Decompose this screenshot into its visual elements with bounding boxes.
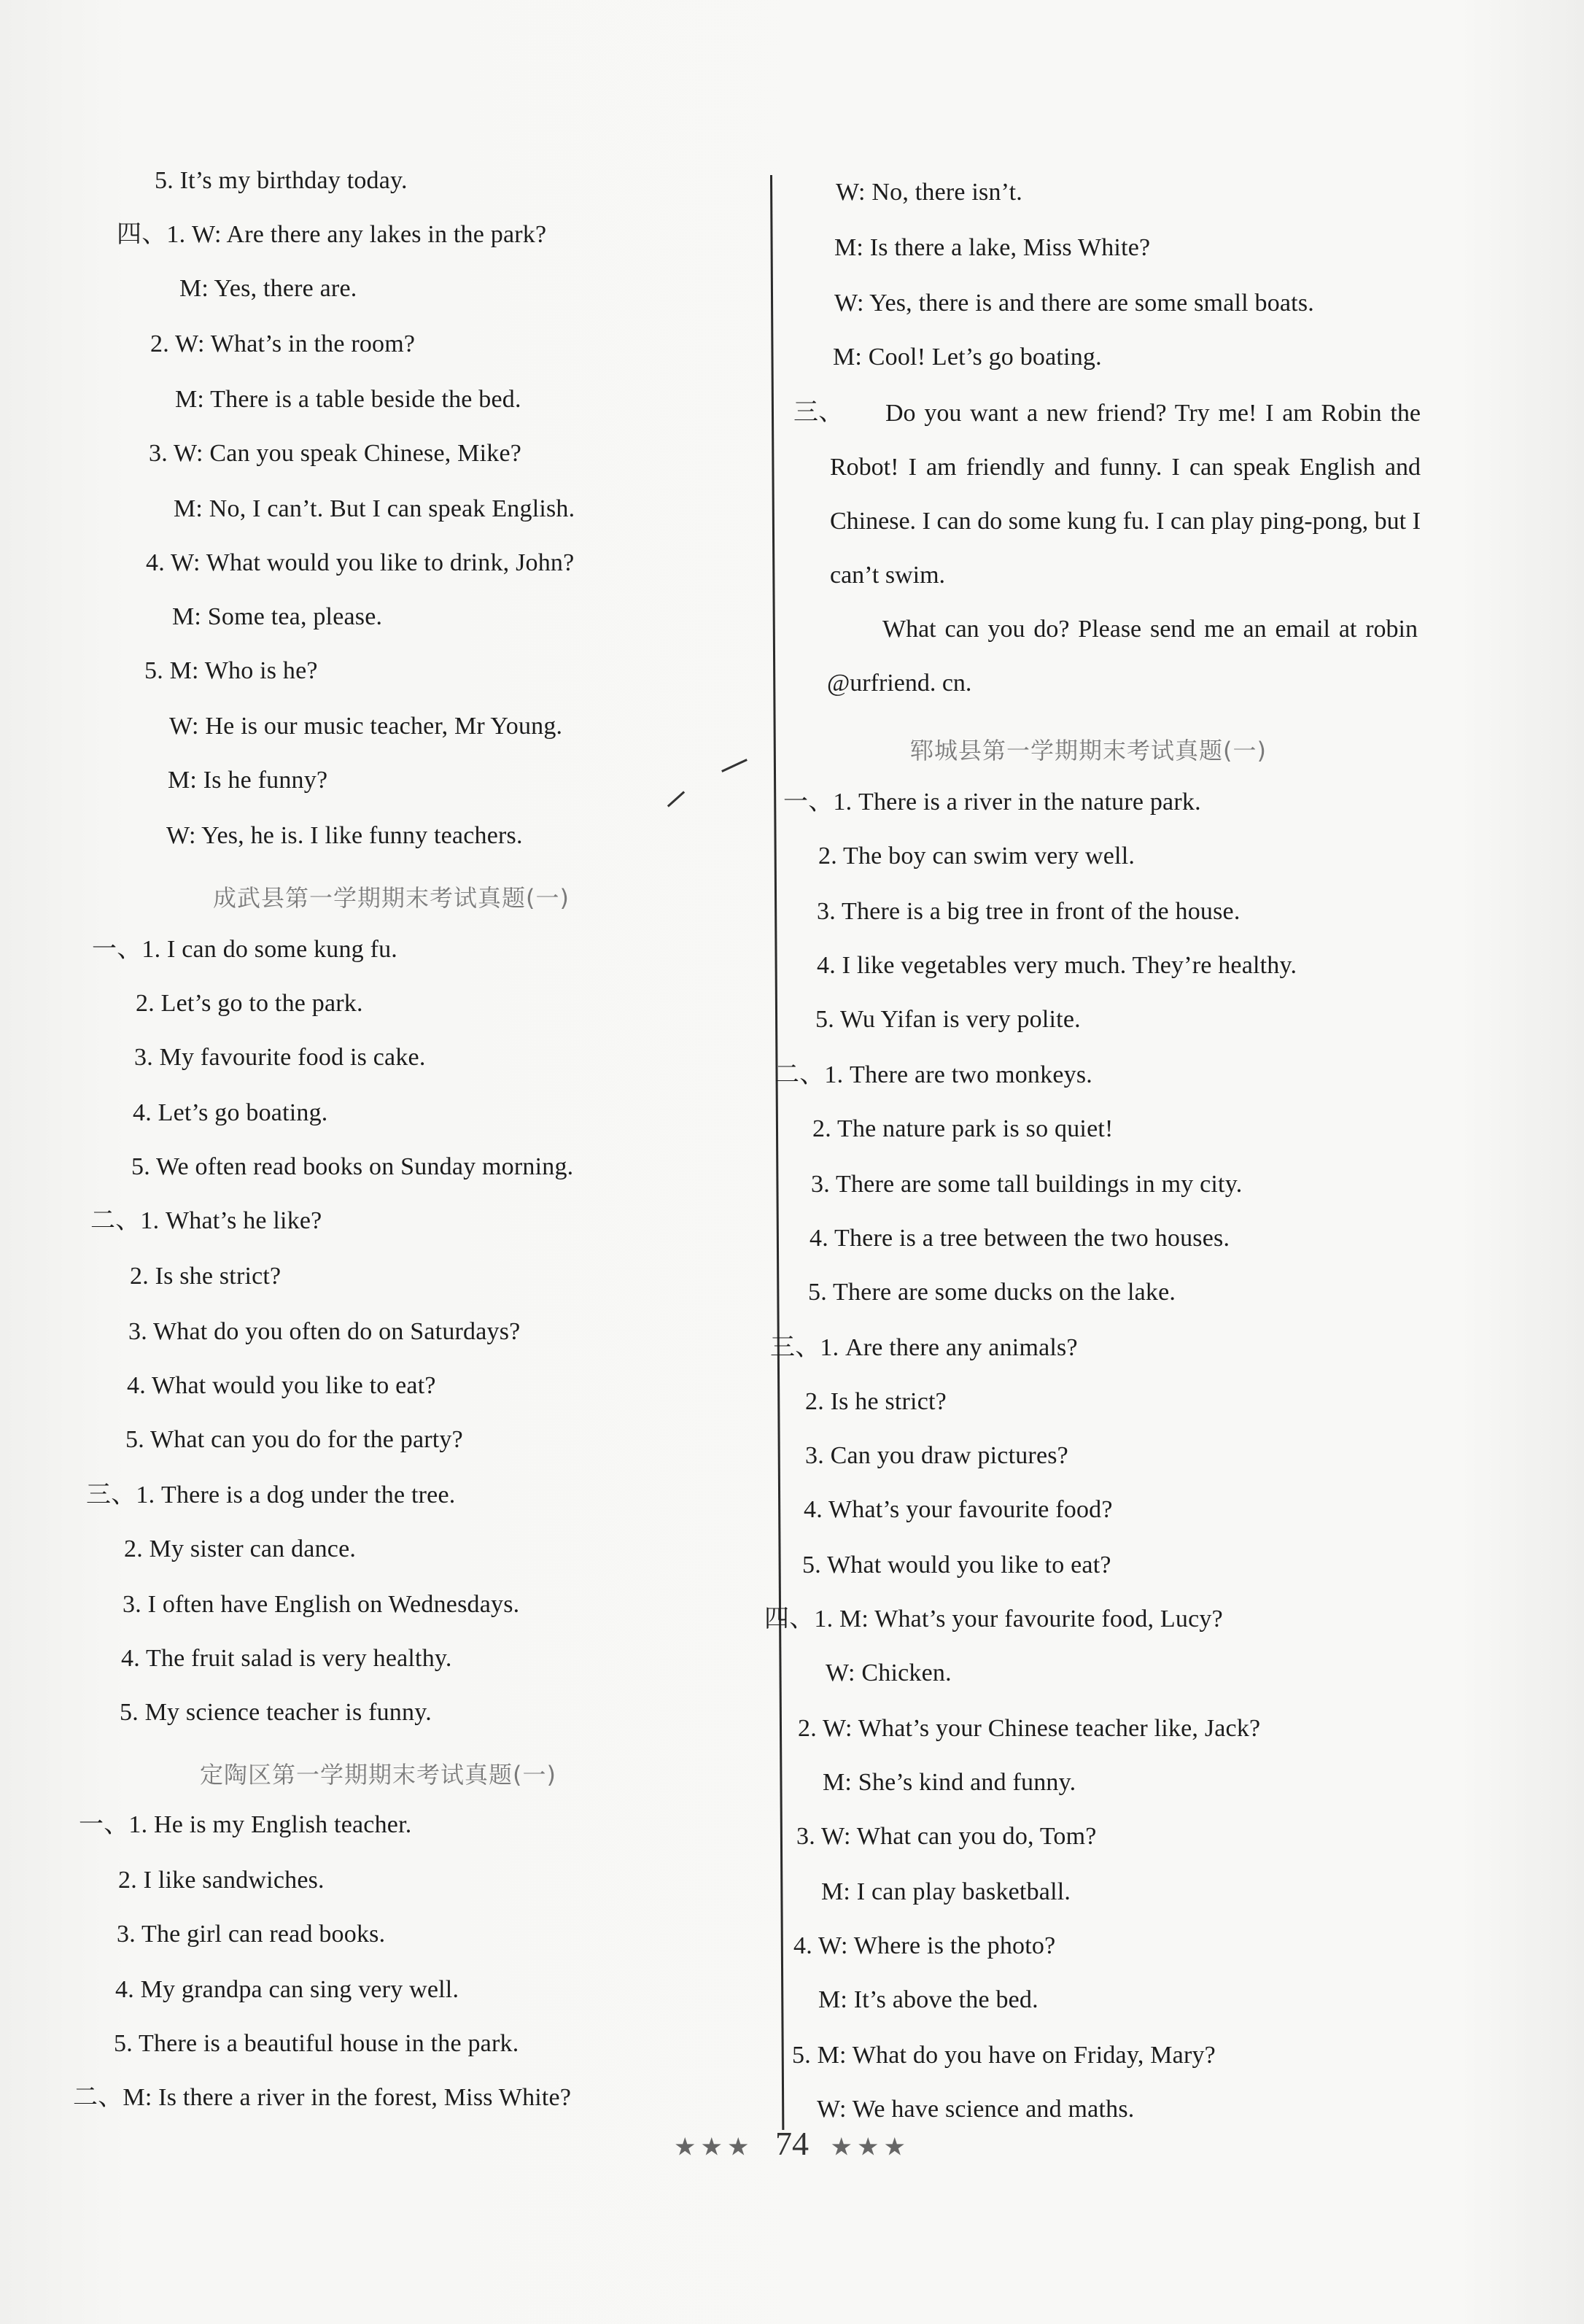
list-item: 5. What would you like to eat? [802,1552,1111,1579]
list-item: 2. Is she strict? [130,1263,282,1290]
stars-right-icon: ★★★ [830,2132,910,2162]
list-item: 5. My science teacher is funny. [120,1699,432,1726]
list-item: W: No, there isn’t. [836,179,1022,206]
list-item: 4. The fruit salad is very healthy. [121,1645,452,1672]
list-item: 2. I like sandwiches. [118,1867,325,1894]
passage-paragraph: What can you do? Please send me an email at robin @urfriend. cn. [827,616,1418,697]
list-item: 4. My grandpa can sing very well. [115,1976,459,2003]
list-item: 5. There is a beautiful house in the park. [114,2030,519,2057]
list-item: M: There is a table beside the bed. [175,386,521,413]
list-item: 3. What do you often do on Saturdays? [128,1318,521,1345]
page-number: 74 [775,2125,809,2162]
list-item: 四、1. W: Are there any lakes in the park? [117,221,547,248]
list-item: 5. We often read books on Sunday morning. [131,1153,574,1180]
list-item: 四、1. M: What’s your favourite food, Lucy? [764,1606,1223,1632]
section-heading: 成武县第一学期期末考试真题(一) [213,884,570,912]
list-item: M: Some tea, please. [172,603,383,630]
list-item: W: Chicken. [826,1659,952,1686]
passage-paragraph: Do you want a new friend? Try me! I am Robin the Robot! I am friendly and funny. I can speak English and Chinese. I can do some kung fu. I can play ping-pong, but I can’t swim. [830,400,1421,589]
list-item: 一、1. He is my English teacher. [79,1811,412,1838]
list-item: W: Yes, there is and there are some small boats. [834,290,1314,317]
column-divider [770,175,784,2130]
list-item: M: Is he funny? [168,767,328,794]
list-item: 5. What can you do for the party? [125,1426,463,1453]
list-item: 2. W: What’s your Chinese teacher like, Jack? [798,1715,1261,1742]
list-item: M: Yes, there are. [179,275,357,302]
list-item: 二、M: Is there a river in the forest, Miss White? [73,2084,572,2111]
list-item: M: She’s kind and funny. [823,1769,1076,1796]
list-item: 3. I often have English on Wednesdays. [123,1591,520,1618]
list-item: M: Cool! Let’s go boating. [833,344,1102,371]
list-item: 4. What would you like to eat? [127,1372,436,1399]
list-item: 4. I like vegetables very much. They’re healthy. [817,952,1297,979]
list-item: 三、1. Are there any animals? [770,1334,1078,1361]
list-item: 4. What’s your favourite food? [804,1496,1113,1523]
list-item: 5. M: What do you have on Friday, Mary? [792,2042,1216,2069]
list-item: 3. Can you draw pictures? [805,1442,1068,1469]
list-item: 5. It’s my birthday today. [155,167,408,194]
list-item: 2. Let’s go to the park. [136,990,363,1017]
list-item: M: No, I can’t. But I can speak English. [174,495,575,522]
section-heading: 定陶区第一学期期末考试真题(一) [200,1761,556,1789]
list-item: M: Is there a lake, Miss White? [834,234,1151,261]
list-item: 2. My sister can dance. [124,1535,357,1562]
list-item: 4. There is a tree between the two houses. [810,1225,1230,1252]
list-item: 3. There are some tall buildings in my city. [811,1171,1243,1198]
list-item: 2. Is he strict? [805,1388,947,1415]
list-item: W: He is our music teacher, Mr Young. [169,713,563,740]
list-item: 5. There are some ducks on the lake. [808,1279,1176,1306]
section-heading: 郓城县第一学期期末考试真题(一) [910,737,1267,764]
list-item: W: We have science and maths. [817,2096,1135,2123]
list-item: 2. W: What’s in the room? [150,330,416,357]
list-item: M: I can play basketball. [821,1878,1071,1905]
list-item: 2. The boy can swim very well. [818,843,1135,869]
list-item: 3. There is a big tree in front of the house. [817,898,1241,925]
list-item: M: It’s above the bed. [818,1986,1038,2013]
list-item: 二、1. There are two monkeys. [774,1061,1092,1088]
passage-label: 三、 [793,399,844,426]
list-item: 5. Wu Yifan is very polite. [815,1006,1081,1033]
list-item: 4. W: Where is the photo? [793,1932,1056,1959]
page-footer [0,2124,1584,2163]
list-item: 二、1. What’s he like? [90,1207,322,1234]
list-item: 一、1. There is a river in the nature park. [783,789,1201,816]
list-item: 3. W: What can you do, Tom? [796,1823,1097,1850]
list-item: 3. The girl can read books. [117,1921,386,1948]
list-item: 三、1. There is a dog under the tree. [86,1481,456,1508]
list-item: 3. My favourite food is cake. [134,1044,426,1071]
list-item: 4. Let’s go boating. [133,1099,328,1126]
list-item: 3. W: Can you speak Chinese, Mike? [149,440,522,467]
pen-mark [667,791,685,807]
list-item: W: Yes, he is. I like funny teachers. [166,822,523,849]
list-item: 2. The nature park is so quiet! [812,1115,1114,1142]
stars-left-icon: ★★★ [674,2132,754,2162]
list-item: 一、1. I can do some kung fu. [92,936,397,963]
pen-mark [721,759,748,772]
list-item: 5. M: Who is he? [144,657,318,684]
list-item: 4. W: What would you like to drink, John? [146,549,575,576]
